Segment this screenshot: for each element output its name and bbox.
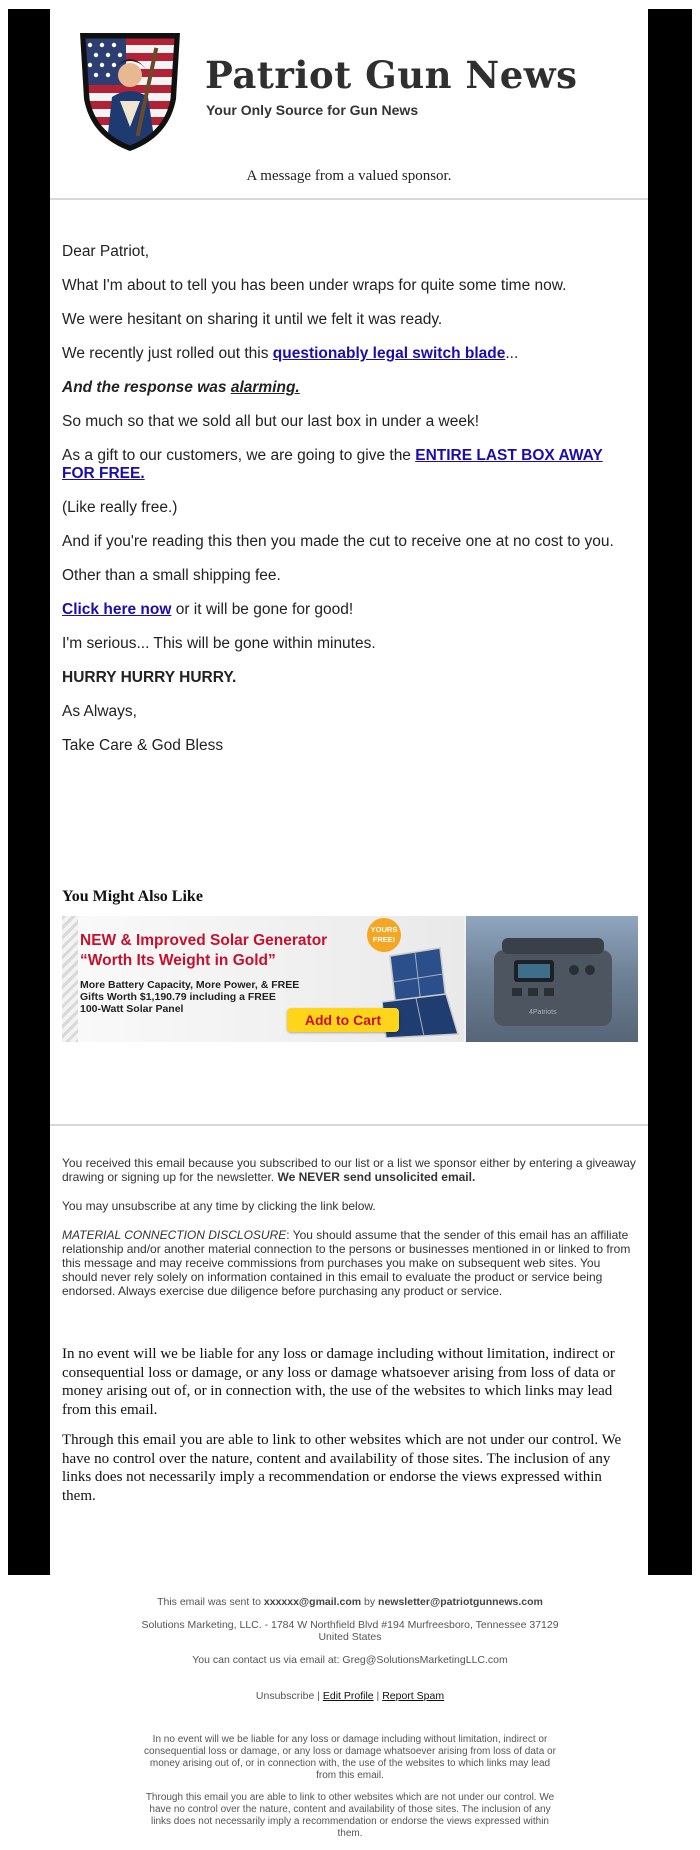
patriot-shield-logo <box>76 27 184 151</box>
greeting: Dear Patriot, <box>62 243 150 260</box>
switch-blade-link[interactable]: questionably legal switch blade <box>272 345 506 362</box>
footer-liability: In no event will we be liable for any loss or damage including without limitation, indirect or consequential loss or damage, or any loss or damage whatsoever arising from loss of data or money arising out of, or in connection with, the use of the websites to which links may lead from this email. <box>144 1734 556 1781</box>
paragraph: And the response was alarming. <box>62 379 300 396</box>
solar-generator-ad[interactable] <box>62 916 638 1042</box>
ad-text-area <box>62 916 464 1042</box>
generator-brand: 4Patriots <box>529 1009 557 1016</box>
alarming-emphasis: alarming. <box>230 379 300 396</box>
footer-links: Unsubscribe | Edit Profile | Report Spam <box>255 1690 445 1702</box>
brand-title: Patriot Gun News <box>205 53 578 97</box>
sent-to-line: This email was sent to xxxxxx@gmail.com by newsletter@patriotgunnews.com <box>157 1596 543 1608</box>
report-spam-link[interactable]: Report Spam <box>382 1690 445 1702</box>
edit-profile-link[interactable]: Edit Profile <box>322 1690 374 1702</box>
paragraph: What I'm about to tell you has been under wraps for quite some time now. <box>62 277 567 294</box>
email-footer <box>140 1596 560 1713</box>
footer-legal <box>140 1734 560 1850</box>
paragraph: And if you're reading this then you made the cut to receive one at no cost to you. <box>62 533 614 550</box>
hurry-line: HURRY HURRY HURRY. <box>62 669 237 686</box>
paragraph: Other than a small shipping fee. <box>62 567 281 584</box>
also-like-heading: You Might Also Like <box>62 888 203 905</box>
paragraph: Click here now or it will be gone for good! <box>62 601 354 618</box>
free-box-link[interactable]: ENTIRE LAST BOX AWAY FOR FREE. <box>62 447 603 482</box>
closing: Take Care & God Bless <box>62 737 224 754</box>
paragraph: As a gift to our customers, we are going to give the ENTIRE LAST BOX AWAY FOR FREE. <box>62 447 603 482</box>
subscribe-reason: You received this email because you subscribed to our list or a list we sponsor either by entering a giveaway drawing or signing up for the newsletter. We NEVER send unsolicited email. <box>62 1156 636 1184</box>
click-here-link[interactable]: Click here now <box>62 601 172 618</box>
external-links-paragraph: Through this email you are able to link to other websites which are not under our control. We have no control over the nature, content and availability of those sites. The inclusion of any links does not necessarily imply a recommendation or endorse the views expressed within them. <box>62 1432 622 1504</box>
generator-image <box>484 930 622 1030</box>
sponsor-note: A message from a valued sponsor. <box>246 168 452 184</box>
ad-headline: NEW & Improved Solar Generator <box>80 932 328 949</box>
unsubscribe-link[interactable]: Unsubscribe <box>255 1690 315 1702</box>
company-address: Solutions Marketing, LLC. - 1784 W Northfield Blvd #194 Murfreesboro, Tennessee 37129 United States <box>141 1618 559 1643</box>
signoff: As Always, <box>62 703 137 720</box>
liability-paragraph: In no event will we be liable for any loss or damage including without limitation, indirect or consequential loss or damage, or any loss or damage whatsoever arising from loss of data or money arising out of, or in connection with, the use of the websites to which links may lead from this email. <box>62 1346 616 1418</box>
paragraph: So much so that we sold all but our last box in under a week! <box>62 413 480 430</box>
paragraph: (Like really free.) <box>62 499 178 516</box>
paragraph: I'm serious... This will be gone within minutes. <box>62 635 376 652</box>
add-to-cart-button[interactable]: Add to Cart <box>287 1008 399 1032</box>
ad-subheadline: “Worth Its Weight in Gold” <box>80 952 276 969</box>
email-body <box>50 9 648 1575</box>
material-disclosure: MATERIAL CONNECTION DISCLOSURE: You should assume that the sender of this email has an affiliate relationship and/or another material connection to the persons or businesses mentioned in or linked to from this message and may receive commissions from purchases you make on subsequent web sites. You should never rely solely on information contained in this email to evaluate the product or service being endorsed. Always exercise due diligence before purchasing any product or service. <box>62 1228 631 1298</box>
subscription-notice <box>62 1156 637 1313</box>
paragraph: We were hesitant on sharing it until we felt it was ready. <box>62 311 443 328</box>
footer-divider <box>50 1124 648 1126</box>
paragraph: We recently just rolled out this questionably legal switch blade... <box>62 345 519 362</box>
letter-body <box>62 243 632 771</box>
generator-photo <box>466 916 638 1042</box>
header-divider <box>50 198 648 200</box>
yours-free-badge: YOURS FREE! <box>367 918 401 952</box>
unsubscribe-note: You may unsubscribe at any time by clicking the link below. <box>62 1199 376 1213</box>
contact-line: You can contact us via email at: Greg@SolutionsMarketingLLC.com <box>192 1653 508 1666</box>
brand-tagline: Your Only Source for Gun News <box>206 102 419 118</box>
ad-body: More Battery Capacity, More Power, & FREE Gifts Worth $1,190.79 including a FREE 100-Watt Solar Panel <box>80 979 300 1015</box>
footer-external-links: Through this email you are able to link to other websites which are not under our control. We have no control over the nature, content and availability of those sites. The inclusion of any links does not necessarily imply a recommendation or endorse the views expressed within them. <box>145 1792 555 1839</box>
legal-disclaimer <box>62 1345 637 1517</box>
